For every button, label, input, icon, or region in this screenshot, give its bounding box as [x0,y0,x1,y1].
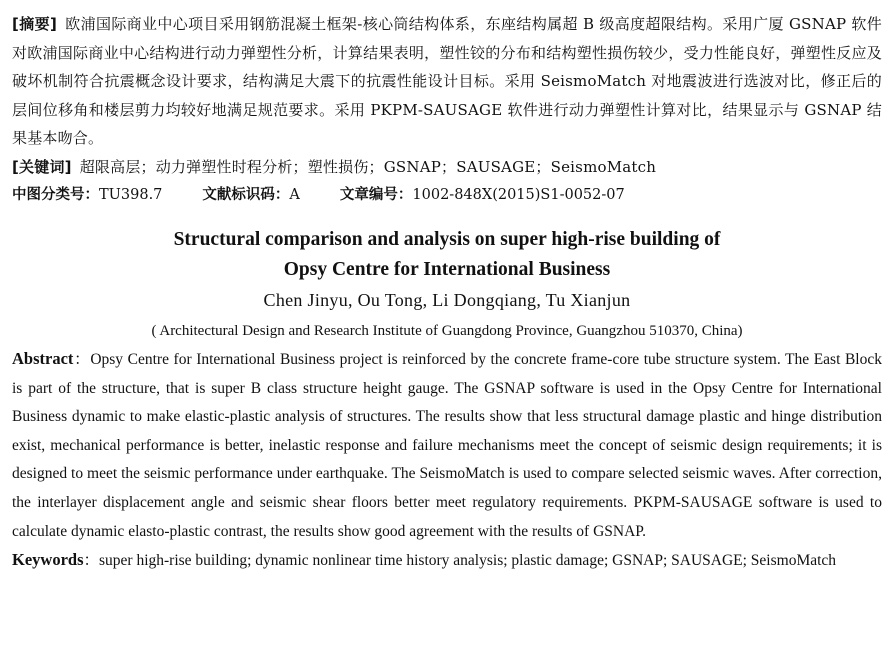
english-abstract [12,345,882,546]
english-keywords-label: Keywords [12,550,84,570]
english-title-line2: Opsy Centre for International Business [283,259,611,280]
english-affiliation: ( Architectural Design and Research Institute of Guangdong Province, Guangzhou 510370, China) [151,323,743,339]
english-keywords-sep: ： [83,552,100,570]
english-keywords [12,546,882,576]
english-abstract-sep: ： [73,351,91,368]
english-keywords-text: super high-rise building; dynamic nonlinear time history analysis; plastic damage; GSNAP; SAUSAGE; SeismoMatch [99,552,837,570]
article-no-value: 1002-848X(2015)S1-0052-07 [412,187,625,203]
chinese-keywords-label: [关键词] [12,157,72,176]
doc-code-value: A [289,187,300,203]
english-abstract-text: Opsy Centre for International Business project is reinforced by the concrete frame-core tube structure system. The East Block is part of the structure, that is super B class structure height gauge. The GSNAP software is used in the Opsy Centre for International Business dynamic to make elastic-plastic analysis of structures. The results show that less structural damage plastic and hinge distribution exist, mechanical performance is better, inelastic response and failure mechanisms meet the concept of seismic design requirements; it is designed to meet the seismic performance under earthquake. The SeismoMatch is used to compare selected seismic waves. After correction, the interlayer displacement angle and seismic shear floors better meet regulatory requirements. PKPM-SAUSAGE software is used to calculate dynamic elasto-plastic contrast, the results show good agreement with the results of GSNAP. [12,351,882,540]
english-authors: Chen Jinyu, Ou Tong, Li Dongqiang, Tu Xianjun [263,290,631,310]
clc-label: 中图分类号： [12,187,99,203]
chinese-abstract-text: 欧浦国际商业中心项目采用钢筋混凝土框架-核心筒结构体系，东座结构属超 B 级高度超限结构。采用广厦 GSNAP 软件对欧浦国际商业中心结构进行动力弹塑性分析，计算结果表明，塑性铰的分布和结构塑性损伤较少，受力性能良好，弹塑性反应及破坏机制符合抗震概念设计要求，结构满足大震下的抗震性能设计目标。采用 SeismoMatch 对地震波进行选波对比，修正后的层间位移角和楼层剪力均较好地满足规范要求。采用 PKPM-SAUSAGE 软件进行动力弹塑性计算对比，结果显示与 GSNAP 结果基本吻合。 [12,15,883,147]
chinese-abstract-label: [摘要] [12,15,58,33]
classification-line [12,181,882,209]
chinese-keywords [12,153,882,182]
english-title-line1: Structural comparison and analysis on super high-rise building of [173,229,721,250]
article-no-label: 文章编号： [339,187,413,203]
chinese-abstract [12,10,882,153]
english-title [12,225,882,285]
clc-value: TU398.7 [99,187,163,203]
paper-page [12,10,882,576]
chinese-keywords-text: 超限高层；动力弹塑性时程分析；塑性损伤；GSNAP；SAUSAGE；SeismoMatch [79,157,657,176]
english-abstract-label: Abstract [12,349,74,368]
doc-code-label: 文献标识码： [202,187,290,203]
